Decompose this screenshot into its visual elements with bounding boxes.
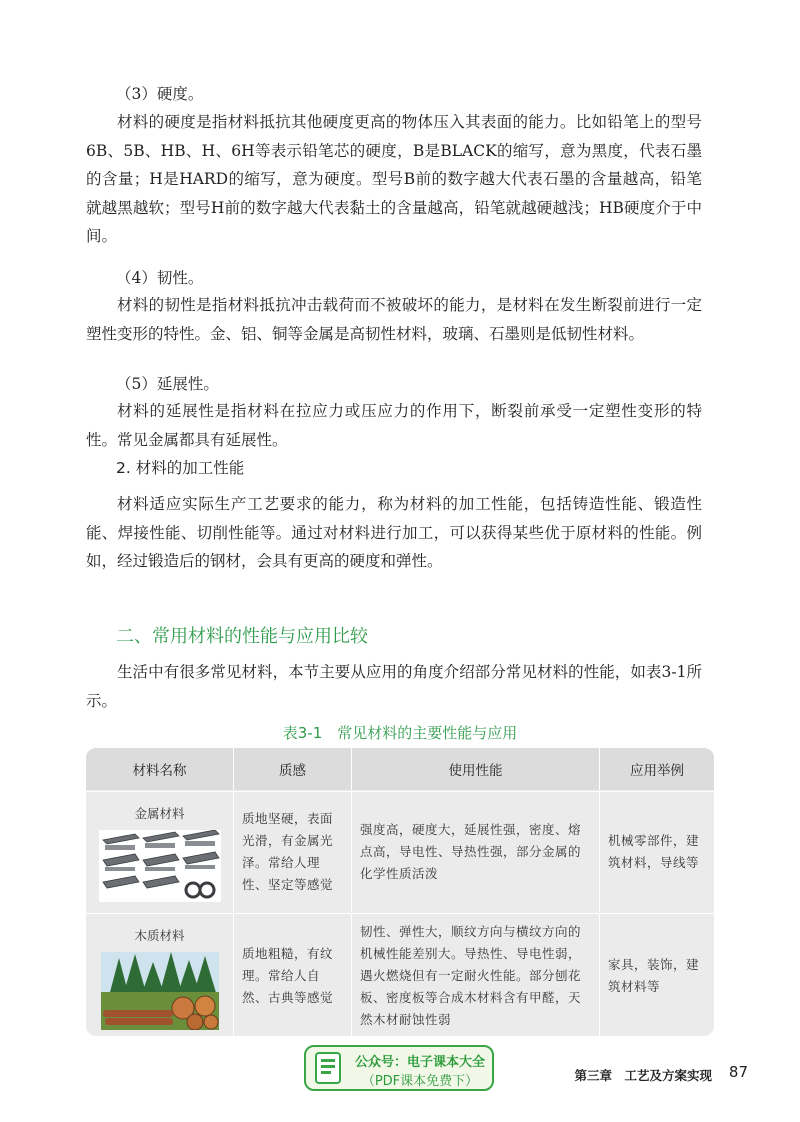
header-cell: 材料名称 — [86, 748, 234, 790]
hardness-paragraph: 材料的硬度是指材料抵抗其他硬度更高的物体压入其表面的能力。比如铅笔上的型号6B、5B、HB、H、6H等表示铅笔芯的硬度，B是BLACK的缩写，意为黑度，代表石墨的含量；H是HARD的缩写，意为硬度。型号B前的数字越大代表石墨的含量越高，铅笔就越黑越软；型号H前的数字越大代表黏土的含量越高，铅笔就越硬越浅；HB硬度介于中间。 — [86, 113, 702, 245]
watermark-line1: 公众号：电子课本大全 — [354, 1055, 485, 1070]
metal-profiles-photo-icon — [99, 830, 221, 902]
processing-heading: 2. 材料的加工性能 — [116, 459, 245, 477]
chapter-title: 第三章 工艺及方案实现 — [574, 1068, 712, 1083]
toughness-heading: （4）韧性。 — [116, 269, 204, 287]
watermark-badge — [304, 1045, 494, 1091]
toughness-paragraph: 材料的韧性是指材料抵抗冲击载荷而不被破坏的能力，是材料在发生断裂前进行一定塑性变形的特性。金、铝、铜等金属是高韧性材料，玻璃、石墨则是低韧性材料。 — [86, 296, 702, 343]
watermark-line2: （PDF课本免费下） — [361, 1074, 479, 1089]
book-logo-icon — [314, 1051, 344, 1087]
application-cell: 家具，装饰，建筑材料等 — [608, 956, 700, 994]
material-name: 金属材料 — [134, 806, 185, 821]
material-name: 木质材料 — [134, 928, 185, 943]
hardness-heading: （3）硬度。 — [116, 85, 204, 103]
table-header-row — [86, 748, 714, 790]
comparison-paragraph: 生活中有很多常见材料，本节主要从应用的角度介绍部分常见材料的性能，如表3-1所示。 — [86, 663, 702, 710]
performance-cell: 强度高，硬度大，延展性强，密度、熔点高，导电性、导热性强，部分金属的化学性质活泼 — [352, 792, 600, 912]
application-cell: 机械零部件，建筑材料，导线等 — [608, 833, 700, 870]
materials-table — [86, 748, 714, 1036]
timber-logs-photo-icon — [101, 952, 219, 1030]
page-number: 87 — [728, 1063, 748, 1081]
ductility-heading: （5）延展性。 — [116, 375, 219, 393]
material-name-cell — [86, 792, 234, 912]
table-row — [86, 791, 714, 912]
processing-paragraph: 材料适应实际生产工艺要求的能力，称为材料的加工性能，包括铸造性能、锻造性能、焊接性能、切削性能等。通过对材料进行加工，可以获得某些优于原材料的性能。例如，经过锻造后的钢材，会具有更高的硬度和弹性。 — [86, 495, 702, 570]
table-row — [86, 913, 714, 1036]
table-caption: 表3-1 常见材料的主要性能与应用 — [282, 724, 518, 742]
texture-cell: 质地坚硬，表面光滑，有金属光泽。常给人理性、坚定等感觉 — [234, 792, 352, 912]
header-cell: 质感 — [234, 748, 352, 790]
header-cell: 使用性能 — [352, 748, 600, 790]
material-name-cell — [86, 914, 234, 1036]
ductility-paragraph: 材料的延展性是指材料在拉应力或压应力的作用下，断裂前承受一定塑性变形的特性。常见金属都具有延展性。 — [86, 402, 702, 449]
header-cell: 应用举例 — [630, 763, 684, 779]
comparison-heading: 二、常用材料的性能与应用比较 — [116, 626, 368, 647]
performance-cell: 韧性、弹性大，顺纹方向与横纹方向的机械性能差别大。导热性、导电性弱，遇火燃烧但有一定耐火性能。部分刨花板、密度板等合成木材料含有甲醛，天然木材耐蚀性弱 — [352, 914, 600, 1036]
texture-cell: 质地粗糙，有纹理。常给人自然、古典等感觉 — [234, 914, 352, 1036]
